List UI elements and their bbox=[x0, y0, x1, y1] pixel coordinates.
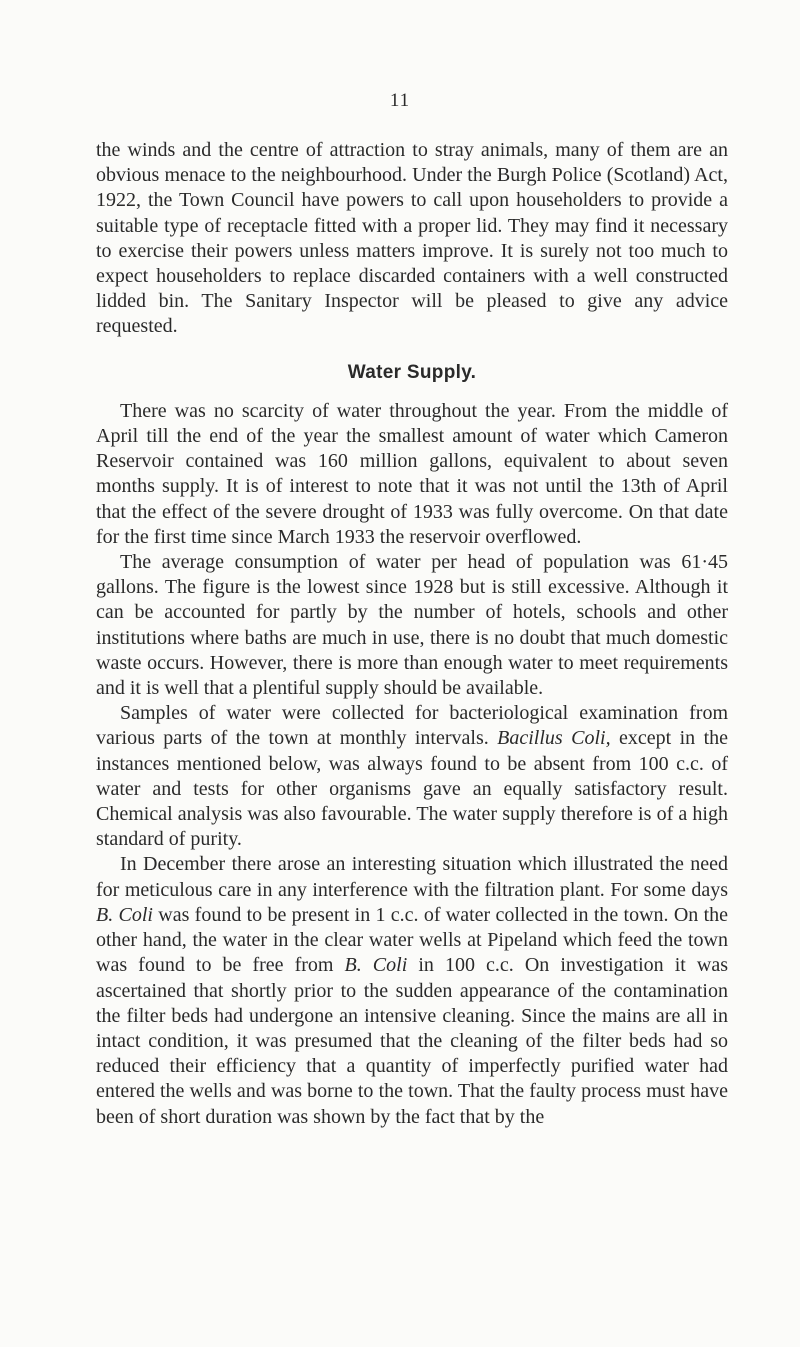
december-text-part-2: was found to be present in 1 c.c. of water collected in the town. On the other hand, the water in the clear water wells at Pipeland which feed the town was found to be free from bbox=[96, 903, 729, 977]
paragraph-receptacles: the winds and the centre of attraction to stray animals, many of them are an obvious menace to the neighbourhood. Under the Burgh Police (Scotland) Act, 1922, the Town Council have powers to call upon householders to provide a suitable type of receptacle fitted with a proper lid. They may find it necessary to exercise their powers unless matters improve. It is surely not too much to expect householders to replace discarded containers with a well constructed lidded bin. The Sanitary Inspector will be pleased to give any advice requested. bbox=[96, 139, 728, 338]
samples-text-part-2: except in the instances mentioned below, was always found to be absent from 100 c.c. of water and tests for other organisms gave an equally satisfactory result. Chemical analysis was also favourable. The water supply therefore is of a high standard of purity. bbox=[96, 727, 729, 851]
samples-text-part-1: Samples of water were collected for bacteriological examination from various parts of the town at monthly intervals. bbox=[96, 702, 728, 750]
paragraph-water-samples bbox=[96, 701, 728, 852]
page-number: 11 bbox=[389, 90, 411, 111]
december-text-part-1: In December there arose an interesting situation which illustrated the need for meticulous care in any interference with the filtration plant. For some days bbox=[96, 853, 728, 901]
paragraph-water-consumption: The average consumption of water per head of population was 61·45 gallons. The figure is the lowest since 1928 but is still excessive. Although it can be accounted for partly by the number of hotels, schools and other institutions where baths are much in use, there is no doubt that much domestic waste occurs. However, there is more than enough water to meet requirements and it is well that a plentiful supply should be available. bbox=[96, 551, 728, 700]
section-heading-water-supply: Water Supply. bbox=[347, 361, 477, 383]
b-coli-term: B. Coli bbox=[344, 954, 408, 977]
december-text-part-3: in 100 c.c. On investigation it was ascertained that shortly prior to the sudden appearance of the contamination the filter beds had undergone an intensive cleaning. Since the mains are all in intact condition, it was presumed that the cleaning of the filter beds had so reduced their efficiency that a quantity of imperfectly purified water had entered the wells and was borne to the town. That the faulty process must have been of short duration was shown by the fact that by the bbox=[96, 954, 728, 1128]
paragraph-water-scarcity: There was no scarcity of water throughout the year. From the middle of April till the end of the year the smallest amount of water which Cameron Reservoir contained was 160 million gallons, equivalent to about seven months supply. It is of interest to note that it was not until the 13th of April that the effect of the severe drought of 1933 was fully overcome. On that date for the first time since March 1933 the reservoir overflowed. bbox=[96, 399, 728, 548]
b-coli-term: B. Coli bbox=[96, 903, 153, 926]
paragraph-december-contamination bbox=[96, 852, 728, 1129]
body-text bbox=[96, 138, 728, 1130]
bacillus-coli-term: Bacillus Coli, bbox=[497, 727, 611, 750]
